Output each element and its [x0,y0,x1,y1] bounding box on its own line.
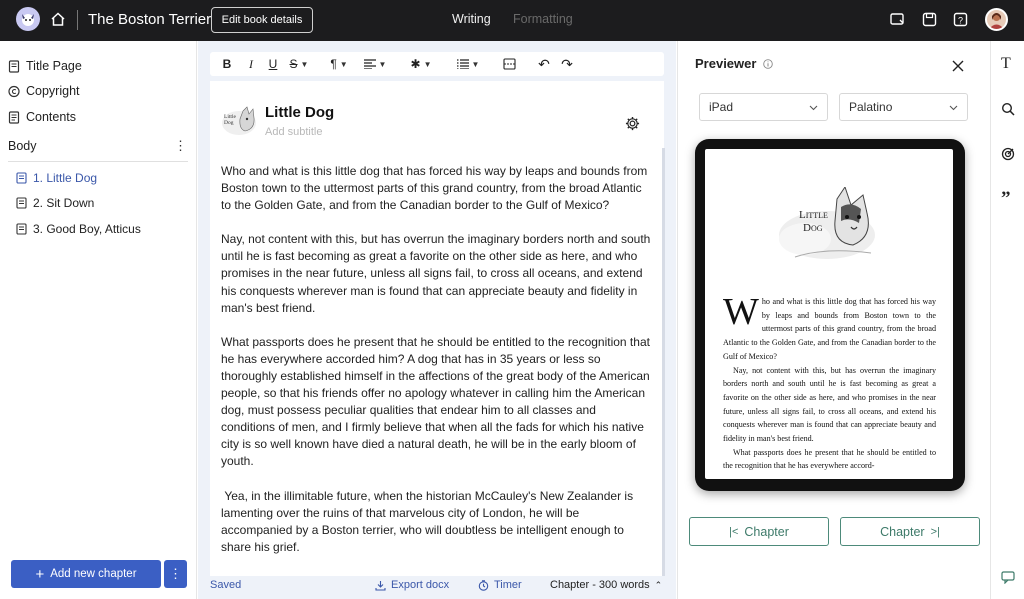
previewer-title: Previewer [695,56,757,71]
page-break-icon [503,58,516,70]
ornament-button[interactable]: ✱ ▼ [410,57,432,71]
page-break-button[interactable] [501,56,517,72]
align-left-icon [364,59,376,69]
svg-text:?: ? [957,15,964,26]
ipad-preview [695,139,965,491]
list-icon [457,59,469,69]
app-logo[interactable] [16,7,40,31]
sidebar-item-chapter-3[interactable] [16,222,141,236]
add-new-chapter-button[interactable] [11,560,161,588]
list-button[interactable]: ▼ [453,56,483,72]
sidebar-item-chapter-1[interactable] [16,171,97,185]
chapter-label: 2. Sit Down [33,196,95,210]
word-count-label: Chapter - 300 words [550,579,650,591]
editor-page[interactable] [210,81,664,576]
paragraph-button[interactable]: ¶ ▼ [330,57,348,71]
preview-icon[interactable] [889,11,906,28]
divider [8,161,188,162]
tab-writing[interactable]: Writing [452,12,491,26]
saved-status: Saved [210,579,242,591]
download-icon [375,580,386,591]
underline-button[interactable]: U [268,57,278,71]
timer-label: Timer [494,579,522,591]
copyright-icon [8,85,20,98]
avatar[interactable] [985,8,1008,31]
word-count[interactable] [550,579,662,591]
sidebar-item-label: Copyright [26,84,80,98]
prev-chapter-icon: |< [729,525,739,538]
plus-icon: + [35,565,45,583]
preview-image-text-2: Dog [803,222,823,234]
save-icon[interactable] [921,11,938,28]
add-chapter-label: Add new chapter [50,568,137,580]
chapter-content[interactable] [221,163,653,573]
export-docx-button[interactable] [375,579,449,591]
home-icon[interactable] [50,11,66,27]
preview-paragraph: What passports does he present that he should be entitled to the recognition that he has everywhere accord- [723,447,936,471]
divider [77,10,78,30]
timer-button[interactable] [478,579,522,591]
undo-button[interactable]: ↶ [538,55,550,72]
chat-icon[interactable] [1001,570,1015,584]
previous-chapter-button[interactable] [689,517,829,546]
chapter-image[interactable] [221,105,257,137]
next-chapter-button[interactable] [840,517,980,546]
status-bar [198,576,676,599]
previewer-panel [677,41,990,599]
quote-icon[interactable]: ” [1001,188,1011,209]
info-icon[interactable] [763,59,773,69]
close-icon[interactable] [952,60,964,72]
tab-formatting[interactable]: Formatting [513,12,573,26]
preview-paragraph [723,291,936,364]
preview-text [723,291,936,473]
chapter-icon [16,197,27,209]
subtitle-field[interactable]: Add subtitle [265,126,323,138]
export-label: Export docx [391,579,450,591]
timer-icon [478,580,489,591]
next-chapter-icon: >| [930,525,940,538]
redo-button[interactable]: ↷ [561,55,573,72]
ipad-screen [705,149,953,479]
sidebar [0,41,197,599]
chevron-down-icon [949,103,958,112]
align-button[interactable]: ▼ [360,56,390,72]
right-tool-rail [990,41,1024,599]
device-select-value: iPad [709,100,734,114]
chapter-image-preview [775,187,887,265]
chevron-up-icon: ⌃ [654,579,663,590]
top-bar [0,0,1024,41]
preview-paragraph-text: ho and what is this little dog that has forced his way by leaps and bounds from Boston town to the uttermost parts of this grand country, from the broad Atlantic to the Golden Gate, and from the Canadian border to the Gulf of Mexico? [723,297,936,361]
bold-button[interactable]: B [222,57,232,71]
book-title: The Boston Terrier [88,11,212,28]
sidebar-item-contents[interactable] [8,110,76,124]
body-menu-icon[interactable]: ⋮ [174,138,187,153]
paragraph: Yea, in the illimitable future, when the historian McCauley's New Zealander is lamenting over the ruins of that marvelous city of London, he will be accompanied by a Boston terrier, who will doubtless be intelligent enough to share his grief. [221,488,637,554]
sidebar-item-label: Contents [26,110,77,124]
prev-chapter-label: Chapter [744,524,789,539]
font-select[interactable] [839,93,968,121]
text-style-icon[interactable]: T [1001,55,1011,72]
paragraph: Nay, not content with this, but has overrun the imaginary borders north and south until he is fast becoming as great a favorite on the other side as here, and who promises in the near future, unless all signs fail, to cross all oceans, and extend his conquests wherever man is found that can appreciate beauty and fidelity in man's best friend. [221,232,651,315]
italic-button[interactable]: I [249,56,253,71]
sidebar-item-chapter-2[interactable] [16,196,94,210]
device-select[interactable] [699,93,828,121]
chapter-label: 1. Little Dog [33,171,98,185]
next-chapter-label: Chapter [880,524,925,539]
sidebar-item-title-page[interactable] [8,59,82,73]
page-icon [8,60,20,73]
chapter-label: 3. Good Boy, Atticus [33,222,141,236]
paragraph: What passports does he present that he should be entitled to the recognition that he has everywhere accorded him? A dog that has in 35 years or less so thoroughly established himself in the affections of the great body of the American people, so that his friends offer no apology whatever in calling him the American dog, must possess peculiar qualities that endear him to all classes and conditions of men, and I firmly believe that when all the fads for which his native city is so well known have died a natural death, he will be in the early bloom of youth. [221,334,650,469]
chapter-icon [16,223,27,235]
add-chapter-options-button[interactable]: ⋮ [164,560,187,588]
chevron-down-icon [809,103,818,112]
drop-cap: W [723,291,759,333]
body-section-label: Body [8,139,37,153]
gear-icon[interactable] [625,116,640,131]
sidebar-item-label: Title Page [26,59,82,73]
editor-scrollbar[interactable] [662,148,665,576]
formatting-toolbar [210,52,664,76]
edit-book-details-button[interactable]: Edit book details [211,7,313,33]
strikethrough-button[interactable]: S ▼ [289,57,309,71]
preview-paragraph: Nay, not content with this, but has overrun the imaginary borders north and south until he is fast becoming as great a favorite on the other side as here, and who promises in the near future, unless all signs fail, to cross all oceans, and extend his conquests wherever man is found that can appreciate beauty and fidelity in man's best friend. [723,365,936,444]
contents-icon [8,111,20,124]
chapter-image-text: Little Dog [224,114,236,126]
chapter-icon [16,172,27,184]
help-icon[interactable] [952,11,969,28]
font-select-value: Palatino [849,100,893,114]
goal-icon[interactable] [1001,147,1015,161]
chapter-title[interactable]: Little Dog [265,104,335,121]
sidebar-item-copyright[interactable] [8,84,80,98]
search-icon[interactable] [1001,102,1015,116]
paragraph: Who and what is this little dog that has forced his way by leaps and bounds from Boston town to the uttermost parts of this grand country, from the broad Atlantic to the Golden Gate, and from the Canadian border to the Gulf of Mexico? [221,164,648,213]
preview-image-text-1: Little [799,209,828,221]
